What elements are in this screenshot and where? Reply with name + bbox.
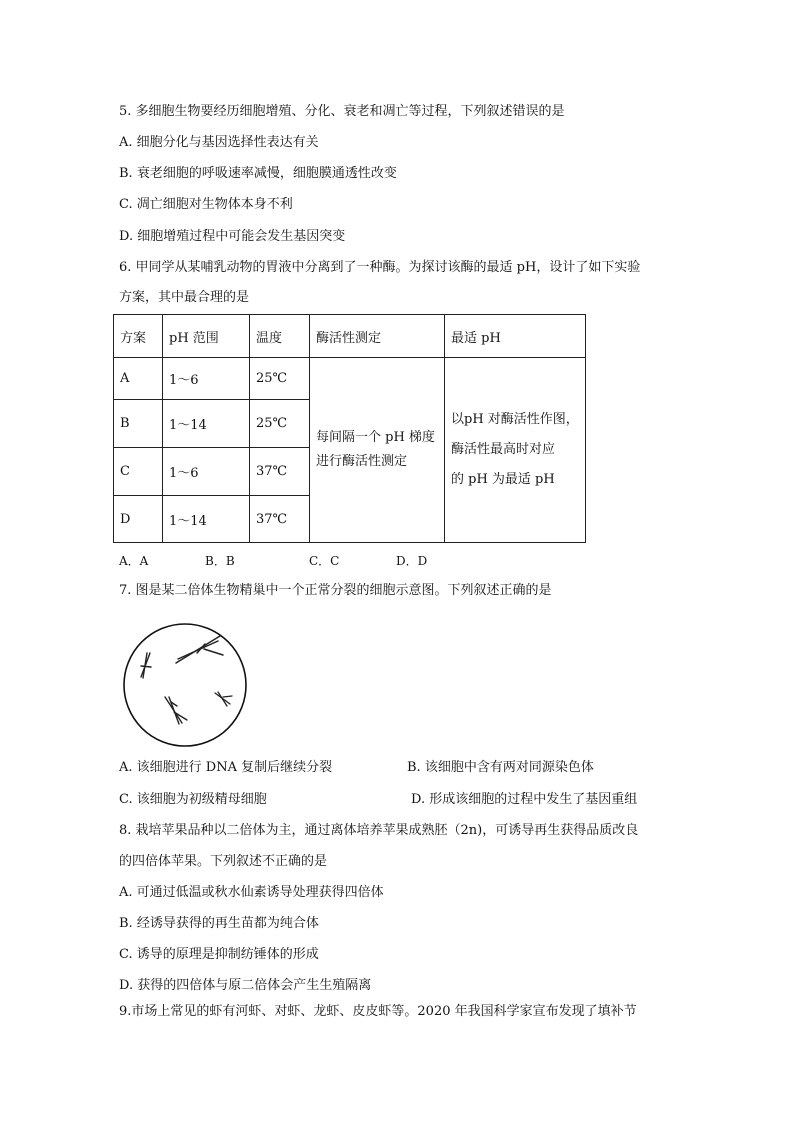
row-b-ph: 1～14 — [163, 400, 250, 448]
q7-stem: 7. 图是某二倍体生物精巢中一个正常分裂的细胞示意图。下列叙述正确的是 — [119, 583, 552, 598]
header-ph-range: pH 范围 — [163, 315, 250, 358]
q8-option-c: C. 诱导的原理是抑制纺锤体的形成 — [119, 947, 319, 962]
q8-option-b: B. 经诱导获得的再生苗都为纯合体 — [119, 916, 319, 931]
q8-stem-line1: 8. 栽培苹果品种以二倍体为主，通过离体培养苹果成熟胚（2n)，可诱导再生获得品质改良 — [119, 823, 639, 838]
optimum-line2: 酶活性最高时对应 — [451, 442, 556, 457]
header-plan: 方案 — [114, 315, 163, 358]
q6-option-c: C．C — [309, 554, 340, 568]
row-d-plan: D — [114, 496, 163, 543]
q6-experiment-table — [113, 314, 586, 543]
header-optimum-ph: 最适 pH — [445, 315, 586, 358]
q5-option-c: C. 凋亡细胞对生物体本身不利 — [119, 197, 293, 212]
table-row — [114, 358, 586, 400]
q7-option-a: A. 该细胞进行 DNA 复制后继续分裂 — [119, 760, 333, 775]
optimum-line1: 以pH 对酶活性作图， — [451, 412, 579, 427]
activity-line2: 进行酶活性测定 — [316, 454, 408, 469]
q9-stem-line1: 9.市场上常见的虾有河虾、对虾、龙虾、皮皮虾等。2020 年我国科学家宣布发现了填补节 — [119, 1004, 637, 1019]
q5-option-a: A. 细胞分化与基因选择性表达有关 — [119, 135, 319, 150]
q7-option-b: B. 该细胞中含有两对同源染色体 — [407, 760, 594, 775]
chromosome-2 — [176, 636, 223, 663]
row-b-plan: B — [114, 400, 163, 448]
row-c-temp: 37℃ — [250, 448, 310, 496]
activity-line1: 每间隔一个 pH 梯度 — [316, 430, 435, 445]
table-header-row — [114, 315, 586, 358]
q6-option-b: B．B — [205, 554, 235, 568]
q5-option-b: B. 衰老细胞的呼吸速率减慢，细胞膜通透性改变 — [119, 166, 397, 181]
chromosome-3 — [165, 697, 187, 724]
header-activity-test: 酶活性测定 — [310, 315, 445, 358]
q8-option-a: A. 可通过低温或秋水仙素诱导处理获得四倍体 — [119, 885, 384, 900]
cell-diagram — [119, 622, 251, 748]
activity-test-cell — [310, 358, 445, 543]
q7-option-c: C. 该细胞为初级精母细胞 — [119, 792, 267, 807]
chromosome-1 — [141, 653, 151, 678]
chromosome-4 — [215, 692, 232, 706]
row-a-temp: 25℃ — [250, 358, 310, 400]
q8-option-d: D. 获得的四倍体与原二倍体会产生生殖隔离 — [119, 978, 372, 993]
row-b-temp: 25℃ — [250, 400, 310, 448]
q6-option-d: D．D — [396, 554, 428, 568]
row-d-ph: 1～14 — [163, 496, 250, 543]
q5-option-d: D. 细胞增殖过程中可能会发生基因突变 — [119, 229, 346, 244]
q6-stem-line2: 方案，其中最合理的是 — [119, 290, 250, 305]
row-d-temp: 37℃ — [250, 496, 310, 543]
cell-membrane — [124, 624, 246, 746]
row-c-plan: C — [114, 448, 163, 496]
optimum-line3: 的 pH 为最适 pH — [451, 472, 555, 487]
q6-option-a: A．A — [119, 554, 149, 568]
q8-stem-line2: 的四倍体苹果。下列叙述不正确的是 — [119, 854, 328, 869]
row-c-ph: 1～6 — [163, 448, 250, 496]
row-a-ph: 1～6 — [163, 358, 250, 400]
header-temperature: 温度 — [250, 315, 310, 358]
q5-stem: 5. 多细胞生物要经历细胞增殖、分化、衰老和凋亡等过程，下列叙述错误的是 — [119, 104, 565, 119]
q6-stem-line1: 6. 甲同学从某哺乳动物的胃液中分离到了一种酶。为探讨该酶的最适 pH，设计了如下实验 — [119, 260, 641, 275]
optimum-ph-cell — [445, 358, 586, 543]
q7-option-d: D. 形成该细胞的过程中发生了基因重组 — [411, 792, 638, 807]
row-a-plan: A — [114, 358, 163, 400]
